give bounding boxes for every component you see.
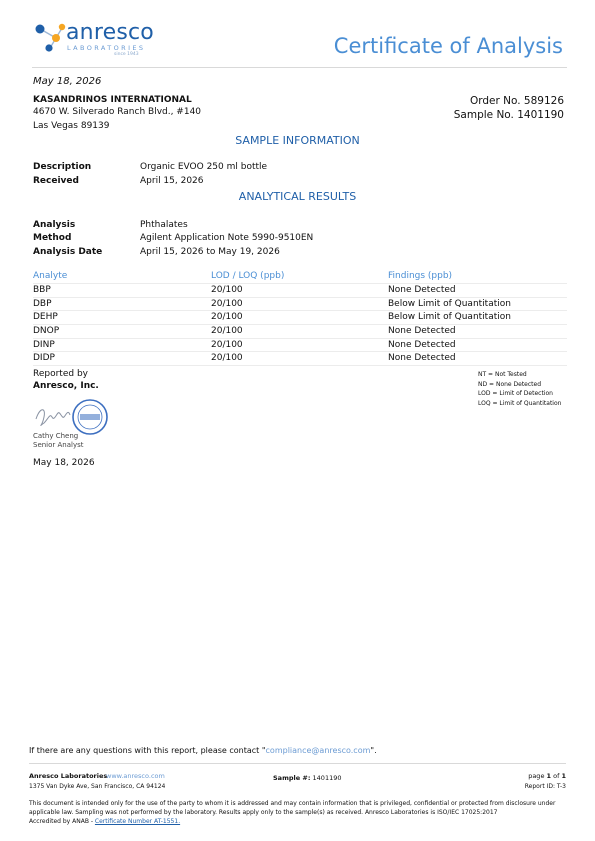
legend-item: ND = None Detected [478,380,542,388]
table-row [33,298,567,312]
footer-sample-number [273,774,341,782]
analysis-date-label: Analysis Date [33,247,103,257]
report-id: Report ID: T-3 [524,783,566,790]
client-name: KASANDRINOS INTERNATIONAL [33,95,192,105]
analyte-cell: DBP [33,298,52,309]
footer-address: 1375 Van Dyke Ave, San Francisco, CA 94124 [29,783,166,790]
table-row [33,339,567,353]
accreditation-text: Accredited by ANAB - [29,818,95,825]
findings-cell: None Detected [388,326,456,337]
analysis-date-value: April 15, 2026 to May 19, 2026 [140,247,280,257]
findings-cell: None Detected [388,353,456,364]
footer-sample-value: 1401190 [312,774,342,782]
page-total: 1 [561,772,566,780]
page-prefix: page [528,772,545,780]
signature-seal-icon [32,397,110,437]
contact-email-link[interactable]: compliance@anresco.com [265,746,371,755]
legend-item: LOD = Limit of Detection [478,390,553,398]
accreditation-line [29,817,566,826]
method-label: Method [33,233,72,243]
lod-loq-cell: 20/100 [211,326,243,337]
logo-since: since 1943 [114,52,139,57]
signer-name: Cathy Cheng [33,432,79,440]
analyte-cell: DNOP [33,326,60,337]
contact-prefix: If there are any questions with this report, please contact " [29,746,266,755]
findings-cell: Below Limit of Quantitation [388,312,511,323]
disclaimer-text: This document is intended only for the use of the party to whom it is addressed and may contain information that is privileged, confidential or protected from disclosure under applicable law. Sampling was not performed by the laboratory. Results apply only to the sample(s) as received. Anresco Laboratories is ISO/IEC 17025:2017 [29,800,556,816]
sample-information-heading: SAMPLE INFORMATION [235,134,360,147]
sample-number: Sample No. 1401190 [453,109,564,121]
lod-loq-cell: 20/100 [211,298,243,309]
signer-title: Senior Analyst [33,441,84,449]
analyte-cell: DIDP [33,353,55,364]
analytical-results-heading: ANALYTICAL RESULTS [238,190,357,203]
footer-website-link[interactable]: www.anresco.com [106,772,165,780]
reported-by-label: Reported by [33,369,88,379]
disclaimer [29,799,566,826]
certificate-link[interactable]: Certificate Number AT-1551. [94,818,181,825]
analyte-cell: DINP [33,339,55,350]
document-title: Certificate of Analysis [333,34,563,58]
reported-by-company: Anresco, Inc. [33,381,99,391]
received-label: Received [33,176,79,186]
footer-company: Anresco Laboratories [29,772,108,780]
report-date: May 18, 2026 [33,76,102,87]
column-header-findings: Findings (ppb) [388,271,453,281]
findings-cell: Below Limit of Quantitation [388,298,511,309]
logo-subtitle: LABORATORIES [67,44,146,52]
client-address-line-2: Las Vegas 89139 [33,121,110,131]
contact-suffix: ". [370,746,377,755]
lod-loq-cell: 20/100 [211,285,243,295]
table-row [33,311,567,325]
footer-sample-label: Sample #: [273,774,311,782]
page-current: 1 [546,772,552,780]
lod-loq-cell: 20/100 [211,339,243,350]
description-label: Description [33,162,92,172]
abbreviation-legend [478,370,561,408]
column-header-analyte: Analyte [33,271,68,281]
findings-cell: None Detected [388,339,456,350]
lod-loq-cell: 20/100 [211,312,243,323]
legend-item: LOQ = Limit of Quantitation [478,399,562,407]
client-address-line-1: 4670 W. Silverado Ranch Blvd., #140 [33,107,202,117]
findings-cell: None Detected [388,285,456,295]
received-value: April 15, 2026 [140,176,204,186]
legend-item: NT = Not Tested [478,371,527,378]
analysis-label: Analysis [33,220,76,230]
contact-line [29,746,377,755]
table-row [33,352,567,366]
page-indicator [528,772,566,780]
column-header-lod-loq: LOD / LOQ (ppb) [211,271,285,281]
order-number: Order No. 589126 [469,95,564,107]
header-divider [32,67,567,68]
analyte-cell: DEHP [33,312,58,323]
method-value: Agilent Application Note 5990-9510EN [140,233,314,243]
analyte-cell: BBP [33,285,51,295]
results-table [33,270,567,366]
logo-wordmark: anresco [66,20,154,45]
table-row [33,284,567,298]
description-value: Organic EVOO 250 ml bottle [140,162,268,172]
lod-loq-cell: 20/100 [211,353,243,364]
table-row [33,325,567,339]
page-of: of [553,772,560,780]
table-header-row [33,270,567,284]
footer-divider [29,763,566,764]
signature-date: May 18, 2026 [33,458,95,468]
analysis-value: Phthalates [140,220,188,230]
